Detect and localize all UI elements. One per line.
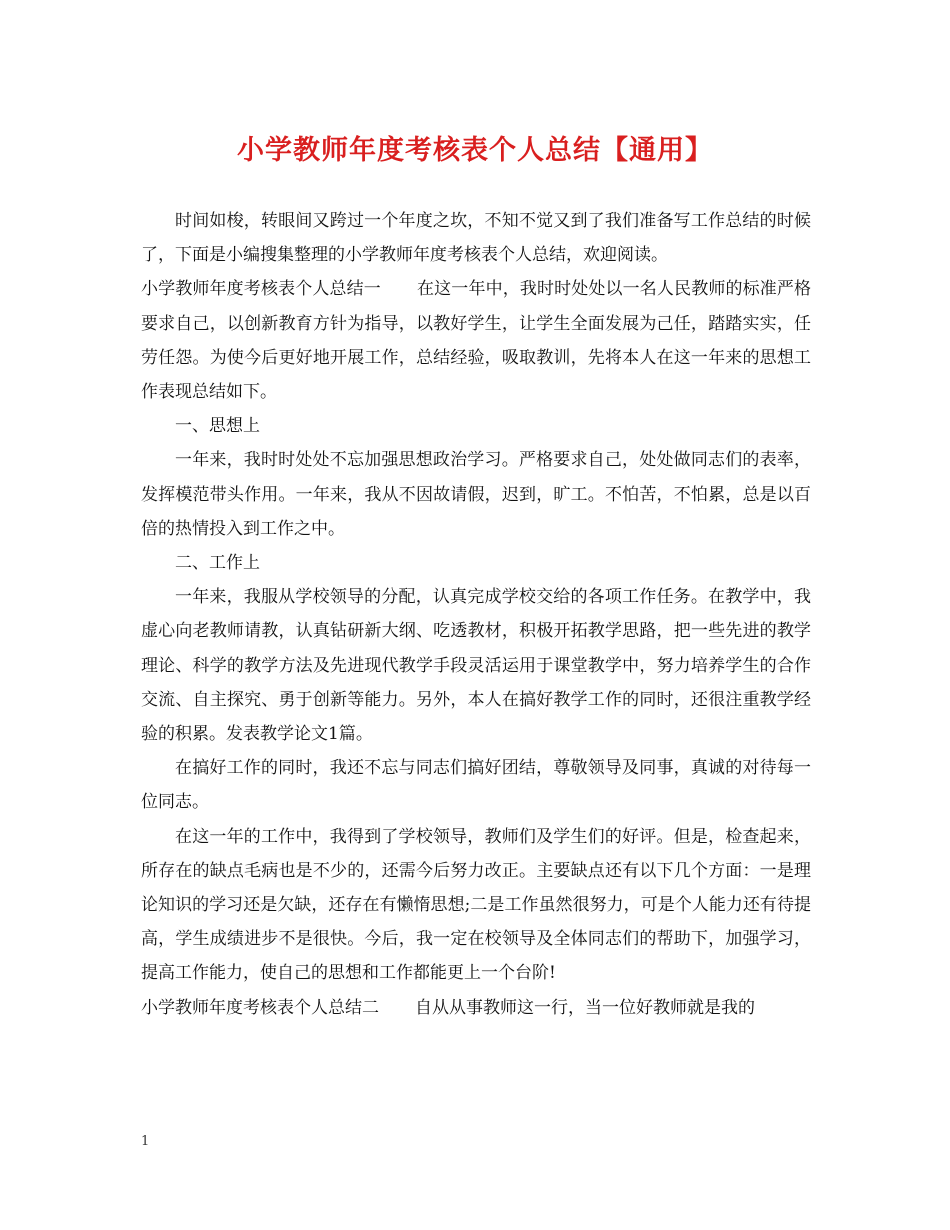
summary-two-text: 自从从事教师这一行，当一位好教师就是我的 — [415, 997, 755, 1018]
section-heading-thought: 一、思想上 — [175, 416, 260, 437]
unity-paragraph: 在搞好工作的同时，我还不忘与同志们搞好团结，尊敬领导及同事，真诚的对待每一位同志。 — [141, 758, 811, 813]
summary-two-paragraph — [141, 991, 811, 1025]
document-body — [141, 204, 811, 1025]
section-work-paragraph: 一年来，我服从学校领导的分配，认真完成学校交给的各项工作任务。在教学中，我虚心向老教师请教，认真钻研新大纲、吃透教材，积极开拓教学思路，把一些先进的教学理论、科学的教学方法及先进现代教学手段灵活运用于课堂教学中，努力培养学生的合作交流、自主探究、勇于创新等能力。另外，本人在搞好教学工作的同时，还很注重教学经验的积累。发表教学论文1篇。 — [141, 587, 811, 745]
section-thought-paragraph: 一年来，我时时处处不忘加强思想政治学习。严格要求自己，处处做同志们的表率，发挥模范带头作用。一年来，我从不因故请假，迟到，旷工。不怕苦，不怕累，总是以百倍的热情投入到工作之中。 — [141, 450, 811, 539]
summary-two-heading: 小学教师年度考核表个人总结二 — [141, 997, 379, 1018]
summary-one-text: 在这一年中，我时时处处以一名人民教师的标准严格要求自己，以创新教育方针为指导，以教好学生，让学生全面发展为己任，踏踏实实，任劳任怨。为使今后更好地开展工作，总结经验，吸取教训，先将本人在这一年来的思想工作表现总结如下。 — [141, 279, 812, 403]
document-title: 小学教师年度考核表个人总结【通用】 — [237, 135, 713, 166]
summary-one-heading: 小学教师年度考核表个人总结一 — [141, 279, 381, 300]
section-heading-work: 二、工作上 — [175, 553, 260, 574]
summary-one-paragraph — [141, 272, 811, 409]
intro-paragraph: 时间如梭，转眼间又跨过一个年度之坎，不知不觉又到了我们准备写工作总结的时候了，下面是小编搜集整理的小学教师年度考核表个人总结，欢迎阅读。 — [141, 211, 811, 266]
page-number: 1 — [141, 1134, 150, 1149]
shortcomings-paragraph: 在这一年的工作中，我得到了学校领导，教师们及学生们的好评。但是，检查起来，所存在的缺点毛病也是不少的，还需今后努力改正。主要缺点还有以下几个方面：一是理论知识的学习还是欠缺，还存在有懒惰思想;二是工作虽然很努力，可是个人能力还有待提高，学生成绩进步不是很快。今后，我一定在校领导及全体同志们的帮助下，加强学习，提高工作能力，使自己的思想和工作都能更上一个台阶! — [141, 826, 811, 984]
